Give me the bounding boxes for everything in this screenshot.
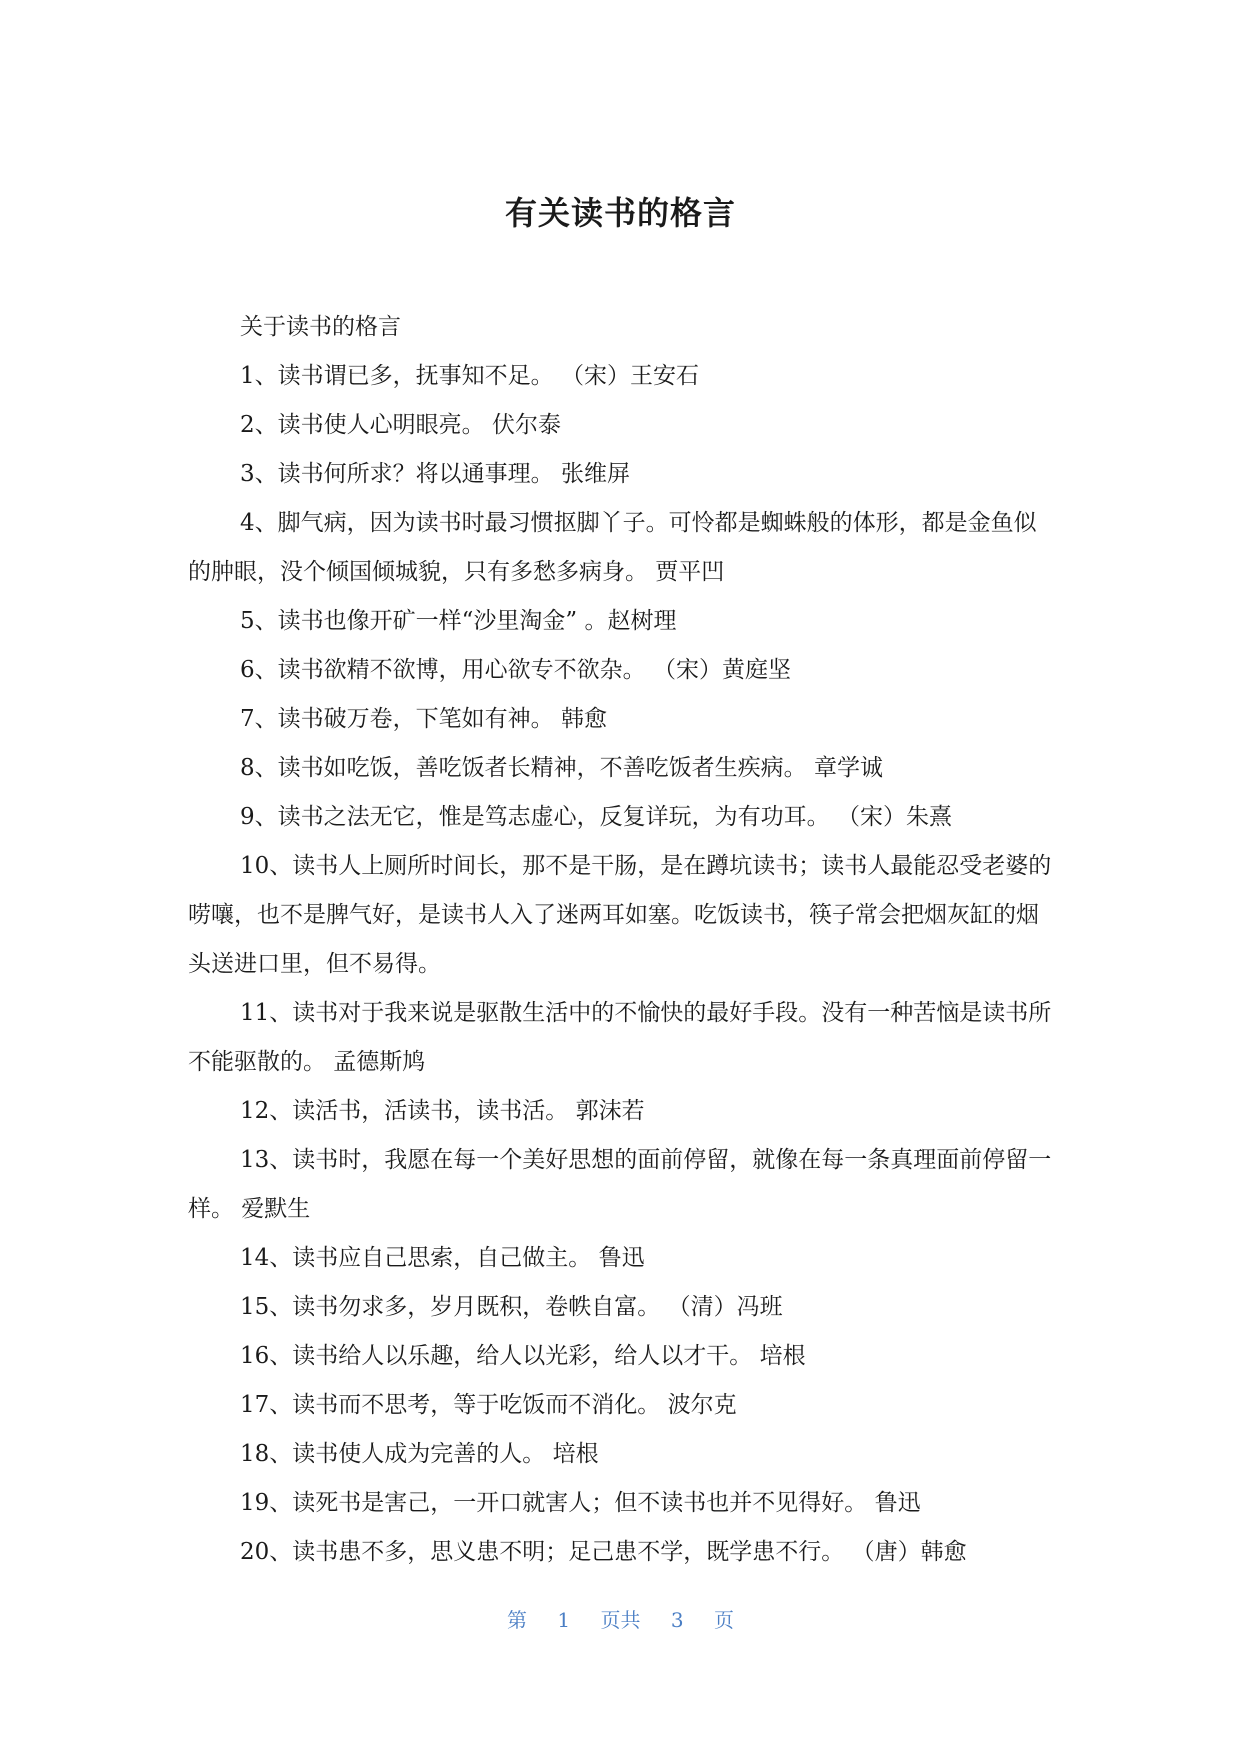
- footer-total-pages: 3: [670, 1608, 684, 1632]
- list-item: 11、读书对于我来说是驱散生活中的不愉快的最好手段。没有一种苦恼是读书所不能驱散的。 孟德斯鸠: [188, 1000, 1052, 1075]
- intro-paragraph: 关于读书的格言: [240, 314, 401, 340]
- list-item: 20、读书患不多，思义患不明；足己患不学，既学患不行。 （唐）韩愈: [240, 1539, 967, 1565]
- list-item: 7、读书破万卷，下笔如有神。 韩愈: [240, 706, 607, 732]
- list-item: 10、读书人上厕所时间长，那不是干肠，是在蹲坑读书；读书人最能忍受老婆的唠嚷，也不是脾气好，是读书人入了迷两耳如塞。吃饭读书，筷子常会把烟灰缸的烟头送进口里，但不易得。: [188, 853, 1052, 977]
- list-item: 3、读书何所求？将以通事理。 张维屏: [240, 461, 630, 487]
- list-item: 14、读书应自己思索，自己做主。 鲁迅: [240, 1245, 645, 1271]
- list-item: 17、读书而不思考，等于吃饭而不消化。 波尔克: [240, 1392, 737, 1418]
- list-item: 8、读书如吃饭，善吃饭者长精神，不善吃饭者生疾病。 章学诚: [240, 755, 883, 781]
- list-item: 6、读书欲精不欲博，用心欲专不欲杂。 （宋）黄庭坚: [240, 657, 791, 683]
- list-item: 1、读书谓已多，抚事知不足。 （宋）王安石: [240, 363, 699, 389]
- list-item: 4、脚气病，因为读书时最习惯抠脚丫子。可怜都是蜘蛛般的体形，都是金鱼似的肿眼，没个倾国倾城貌，只有多愁多病身。 贾平凹: [188, 510, 1037, 585]
- list-item: 12、读活书，活读书，读书活。 郭沫若: [240, 1098, 645, 1124]
- list-item: 5、读书也像开矿一样“沙里淘金” 。赵树理: [240, 608, 677, 634]
- footer-prefix: 第: [507, 1608, 528, 1632]
- document-title: 有关读书的格言: [504, 194, 736, 232]
- page-footer: [0, 1604, 1241, 1633]
- footer-current-page: 1: [557, 1608, 571, 1632]
- list-item: 19、读死书是害己，一开口就害人；但不读书也并不见得好。 鲁迅: [240, 1490, 921, 1516]
- list-item: 13、读书时，我愿在每一个美好思想的面前停留，就像在每一条真理面前停留一样。 爱默生: [188, 1147, 1052, 1222]
- list-item: 2、读书使人心明眼亮。 伏尔泰: [240, 412, 561, 438]
- list-item: 9、读书之法无它，惟是笃志虚心，反复详玩，为有功耳。 （宋）朱熹: [240, 804, 952, 830]
- list-item: 18、读书使人成为完善的人。 培根: [240, 1441, 599, 1467]
- footer-suffix: 页: [713, 1608, 734, 1632]
- list-item: 15、读书勿求多，岁月既积，卷帙自富。 （清）冯班: [240, 1294, 783, 1320]
- footer-middle: 页共: [600, 1608, 641, 1632]
- list-item: 16、读书给人以乐趣，给人以光彩，给人以才干。 培根: [240, 1343, 806, 1369]
- document-body: [188, 303, 1056, 1577]
